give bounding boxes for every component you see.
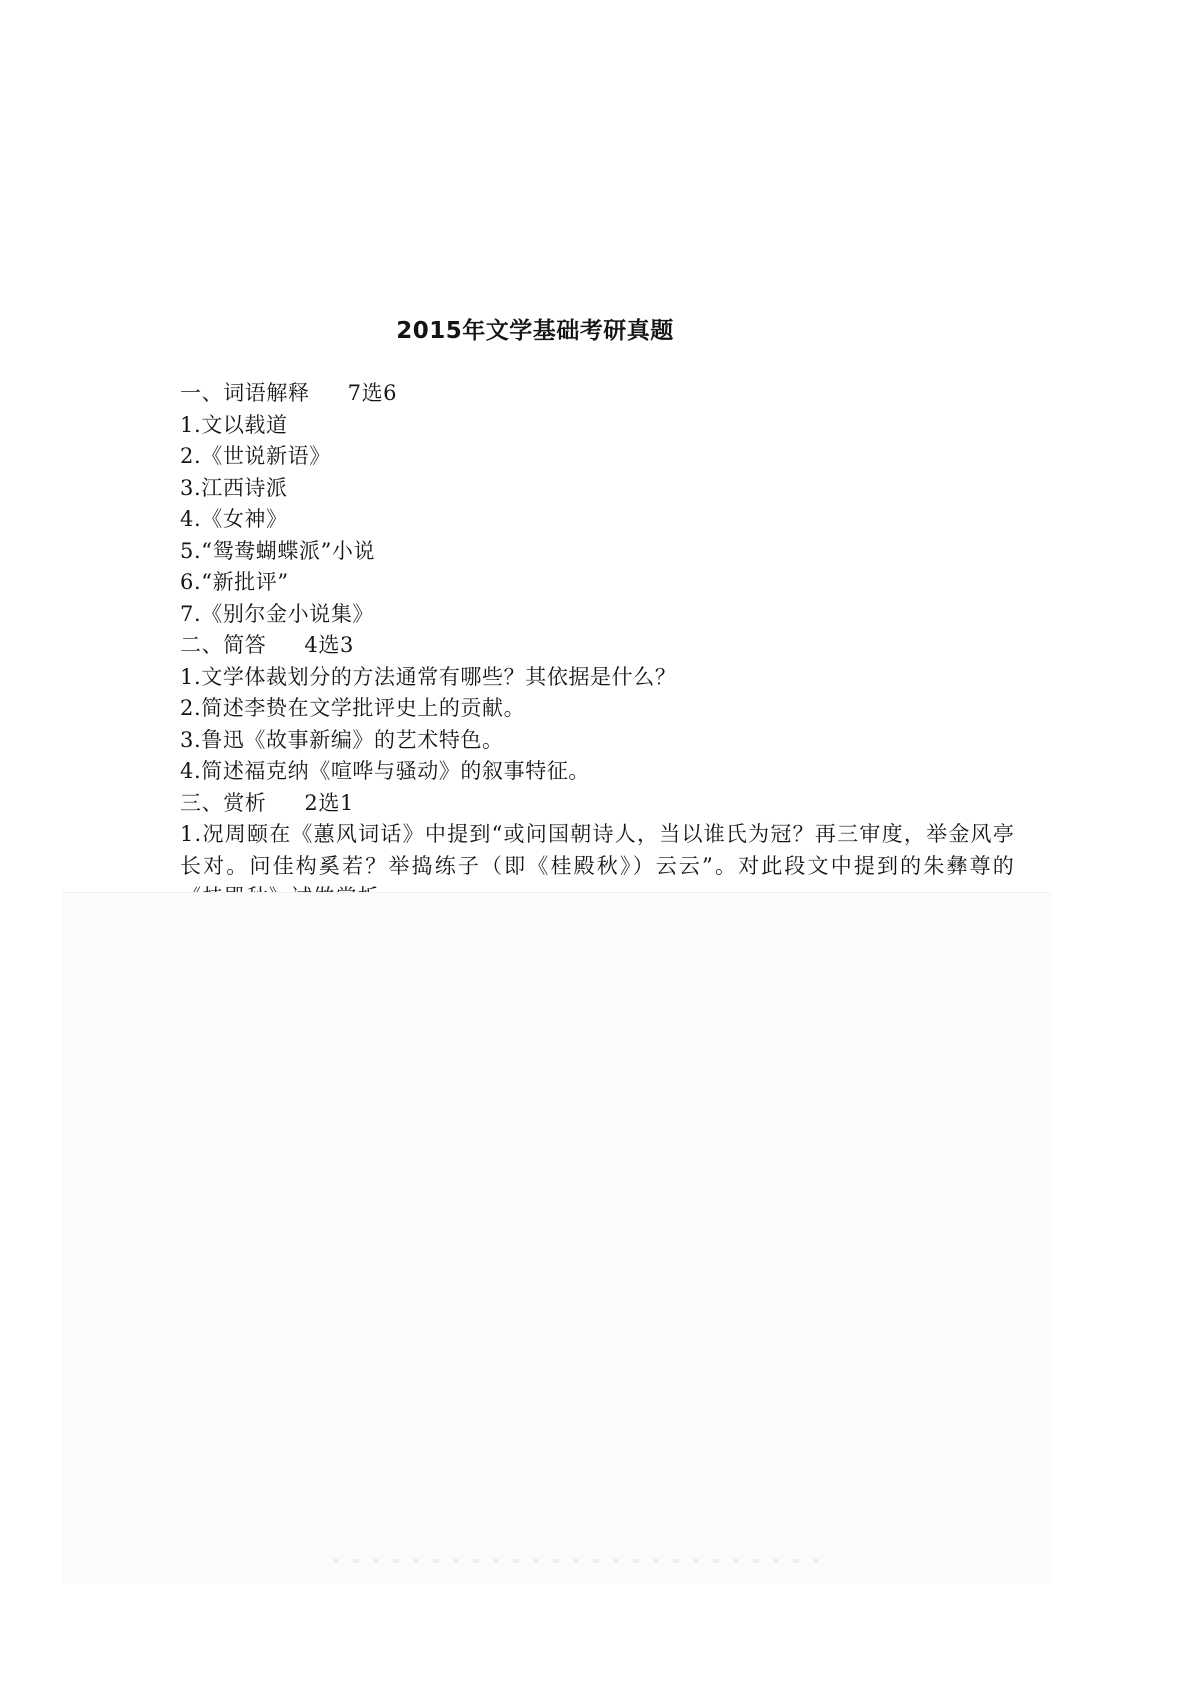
list-item: 3.鲁迅《故事新编》的艺术特色。 <box>180 727 504 752</box>
list-item: 7.《别尔金小说集》 <box>180 601 375 626</box>
list-item: 5.“鸳鸯蝴蝶派”小说 <box>180 538 376 563</box>
blank-area <box>62 892 1052 1583</box>
list-item: 6.“新批评” <box>180 570 289 594</box>
section-quantity: 4选3 <box>304 633 354 657</box>
section-heading <box>180 630 1015 662</box>
section-heading-label: 三、赏析 <box>180 790 267 815</box>
list-item: 2.简述李贽在文学批评史上的贡献。 <box>180 696 526 720</box>
section-heading <box>180 788 1015 820</box>
list-item: 4.简述福克纳《喧哗与骚动》的叙事特征。 <box>180 759 591 783</box>
section-heading-label: 二、简答 <box>180 633 267 657</box>
document-title: 2015年文学基础考研真题 <box>396 318 674 344</box>
section-heading-label: 一、词语解释 <box>180 381 310 405</box>
section-quantity: 7选6 <box>347 381 398 405</box>
list-item: 1.文学体裁划分的方法通常有哪些？其依据是什么？ <box>180 664 677 689</box>
section-heading <box>180 378 1015 410</box>
document-body <box>180 378 1015 890</box>
list-item: 1.文以载道 <box>180 412 288 437</box>
section-quantity: 2选1 <box>304 790 354 815</box>
faint-scan-artifact <box>333 1559 833 1563</box>
list-item: 3.江西诗派 <box>180 475 288 500</box>
question-paragraph: 1.况周颐在《蕙风词话》中提到“或问国朝诗人，当以谁氏为冠？再三审度，举金风亭长对。问佳构奚若？举捣练子（即《桂殿秋》）云云”。对此段文中提到的朱彝尊的 <box>180 822 1015 878</box>
list-item: 4.《女神》 <box>180 507 288 531</box>
list-item: 2.《世说新语》 <box>180 444 331 468</box>
